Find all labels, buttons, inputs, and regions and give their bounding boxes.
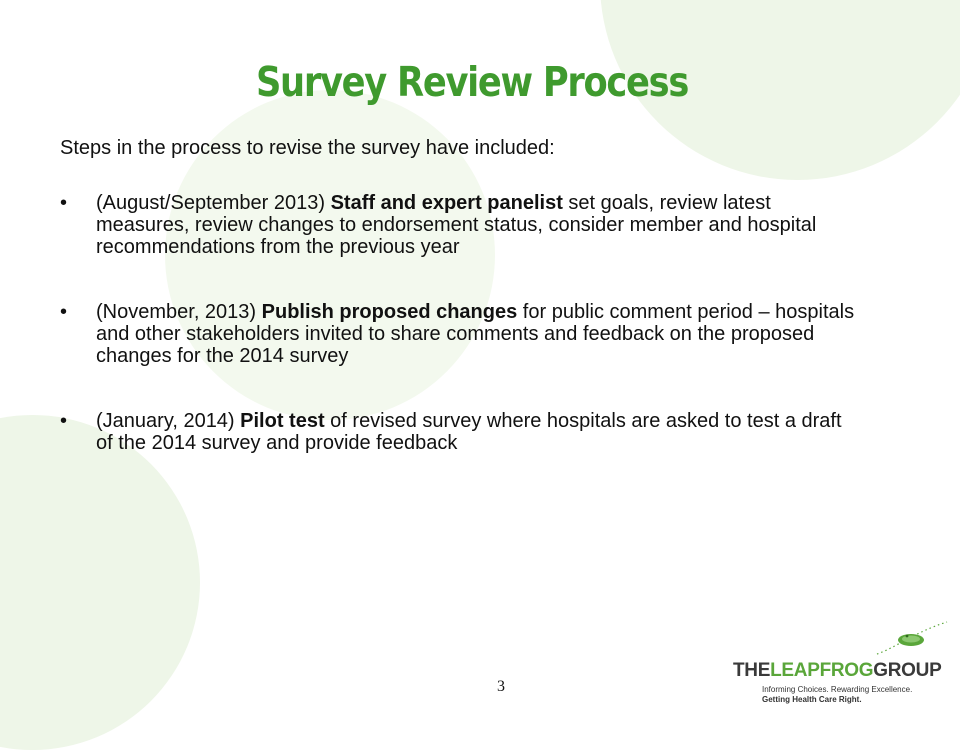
- logo-tagline: [762, 685, 912, 705]
- bullet-text: for public comment period – hospitals and other stakeholders invited to share comments and feedback on the proposed changes for the 2014 survey: [96, 301, 855, 367]
- logo-the: THE: [733, 660, 771, 681]
- leapfrog-logo: [725, 618, 950, 713]
- bullet-text: of revised survey where hospitals are asked to test a draft of the 2014 survey and provide feedback: [96, 410, 842, 454]
- bullet-dot: •: [60, 410, 68, 432]
- bullet-emphasis: Pilot test: [240, 410, 325, 432]
- logo-leapfrog: LEAPFROG: [770, 660, 874, 681]
- bullet-dot: •: [60, 301, 68, 323]
- bullet-item-1: [60, 192, 860, 258]
- background-circle-bottom-left: [0, 415, 200, 750]
- bullet-date: (November, 2013): [96, 301, 262, 323]
- bullet-date: (January, 2014): [96, 410, 241, 432]
- frog-icon: [875, 618, 950, 658]
- page-number: 3: [497, 678, 505, 695]
- bullet-dot: •: [60, 192, 68, 214]
- bullet-item-3: [60, 410, 860, 454]
- slide-title: Survey Review Process: [255, 58, 689, 106]
- intro-text: Steps in the process to revise the survey have included:: [60, 137, 555, 159]
- bullet-date: (August/September 2013): [96, 192, 331, 214]
- bullet-emphasis: Publish proposed changes: [261, 301, 518, 323]
- bullet-list: [60, 192, 860, 454]
- bullet-text: set goals, review latest measures, review changes to endorsement status, consider member and hospital recommendations from the previous year: [96, 192, 817, 258]
- bullet-item-2: [60, 301, 860, 367]
- bullet-emphasis: Staff and expert panelist: [330, 192, 563, 214]
- logo-tagline-1: Informing Choices. Rewarding Excellence.: [762, 685, 913, 694]
- logo-tagline-2: Getting Health Care Right.: [762, 695, 862, 704]
- logo-wordmark: [733, 660, 941, 682]
- logo-group: GROUP: [873, 660, 942, 681]
